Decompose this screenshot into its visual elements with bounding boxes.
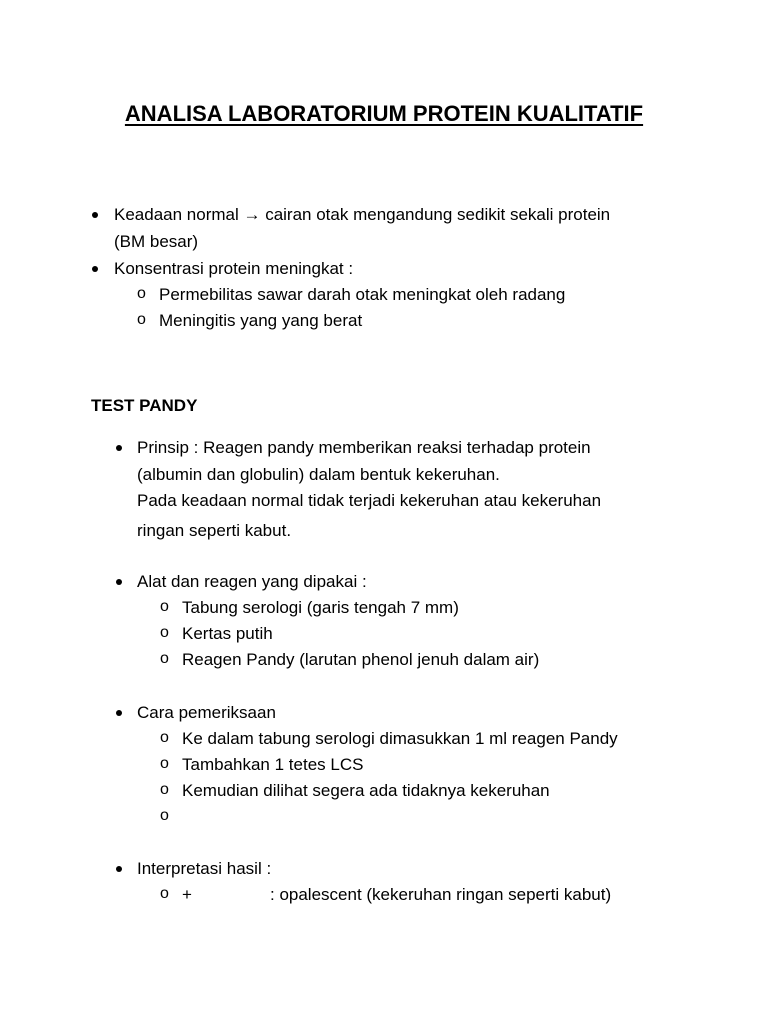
page-title: ANALISA LABORATORIUM PROTEIN KUALITATIF [124, 101, 644, 126]
intro-bullet-1-line-2: (BM besar) [114, 232, 199, 251]
intro-bullet-1-line-1: Keadaan normal → cairan otak mengandung sedikit sekali protein [114, 205, 611, 224]
interpretasi-heading: Interpretasi hasil : [137, 859, 272, 878]
sub-bullet-marker: o [160, 729, 169, 746]
sub-bullet-marker: o [137, 285, 146, 302]
bullet [116, 579, 122, 585]
prinsip-line-1: Prinsip : Reagen pandy memberikan reaksi terhadap protein [137, 438, 591, 457]
prinsip-line-2: (albumin dan globulin) dalam bentuk kekeruhan. [137, 465, 500, 484]
bullet [92, 266, 98, 272]
cara-item: Kemudian dilihat segera ada tidaknya kekeruhan [182, 781, 550, 800]
interpretasi-symbol: + [182, 885, 192, 904]
alat-heading: Alat dan reagen yang dipakai : [137, 572, 367, 591]
sub-bullet-marker: o [160, 650, 169, 667]
interpretasi-desc: : opalescent (kekeruhan ringan seperti kabut) [270, 885, 612, 904]
bullet [116, 445, 122, 451]
bullet [116, 866, 122, 872]
sub-bullet-marker: o [137, 311, 146, 328]
cara-item: Ke dalam tabung serologi dimasukkan 1 ml reagen Pandy [182, 729, 618, 748]
prinsip-line-4: ringan seperti kabut. [137, 521, 292, 540]
sub-bullet-marker: o [160, 624, 169, 641]
sub-bullet-marker: o [160, 781, 169, 798]
cara-item: Tambahkan 1 tetes LCS [182, 755, 364, 774]
alat-item: Reagen Pandy (larutan phenol jenuh dalam air) [182, 650, 540, 669]
intro-sub-2: Meningitis yang yang berat [159, 311, 363, 330]
intro-bullet-2: Konsentrasi protein meningkat : [114, 259, 354, 278]
cara-heading: Cara pemeriksaan [137, 703, 276, 722]
sub-bullet-marker: o [160, 598, 169, 615]
bullet [92, 212, 98, 218]
bullet [116, 710, 122, 716]
section-heading: TEST PANDY [91, 396, 198, 415]
alat-item: Kertas putih [182, 624, 273, 643]
prinsip-line-3: Pada keadaan normal tidak terjadi kekeruhan atau kekeruhan [137, 491, 602, 510]
intro-sub-1: Permebilitas sawar darah otak meningkat oleh radang [159, 285, 566, 304]
sub-bullet-marker: o [160, 807, 169, 824]
sub-bullet-marker: o [160, 755, 169, 772]
alat-item: Tabung serologi (garis tengah 7 mm) [182, 598, 459, 617]
sub-bullet-marker: o [160, 885, 169, 902]
